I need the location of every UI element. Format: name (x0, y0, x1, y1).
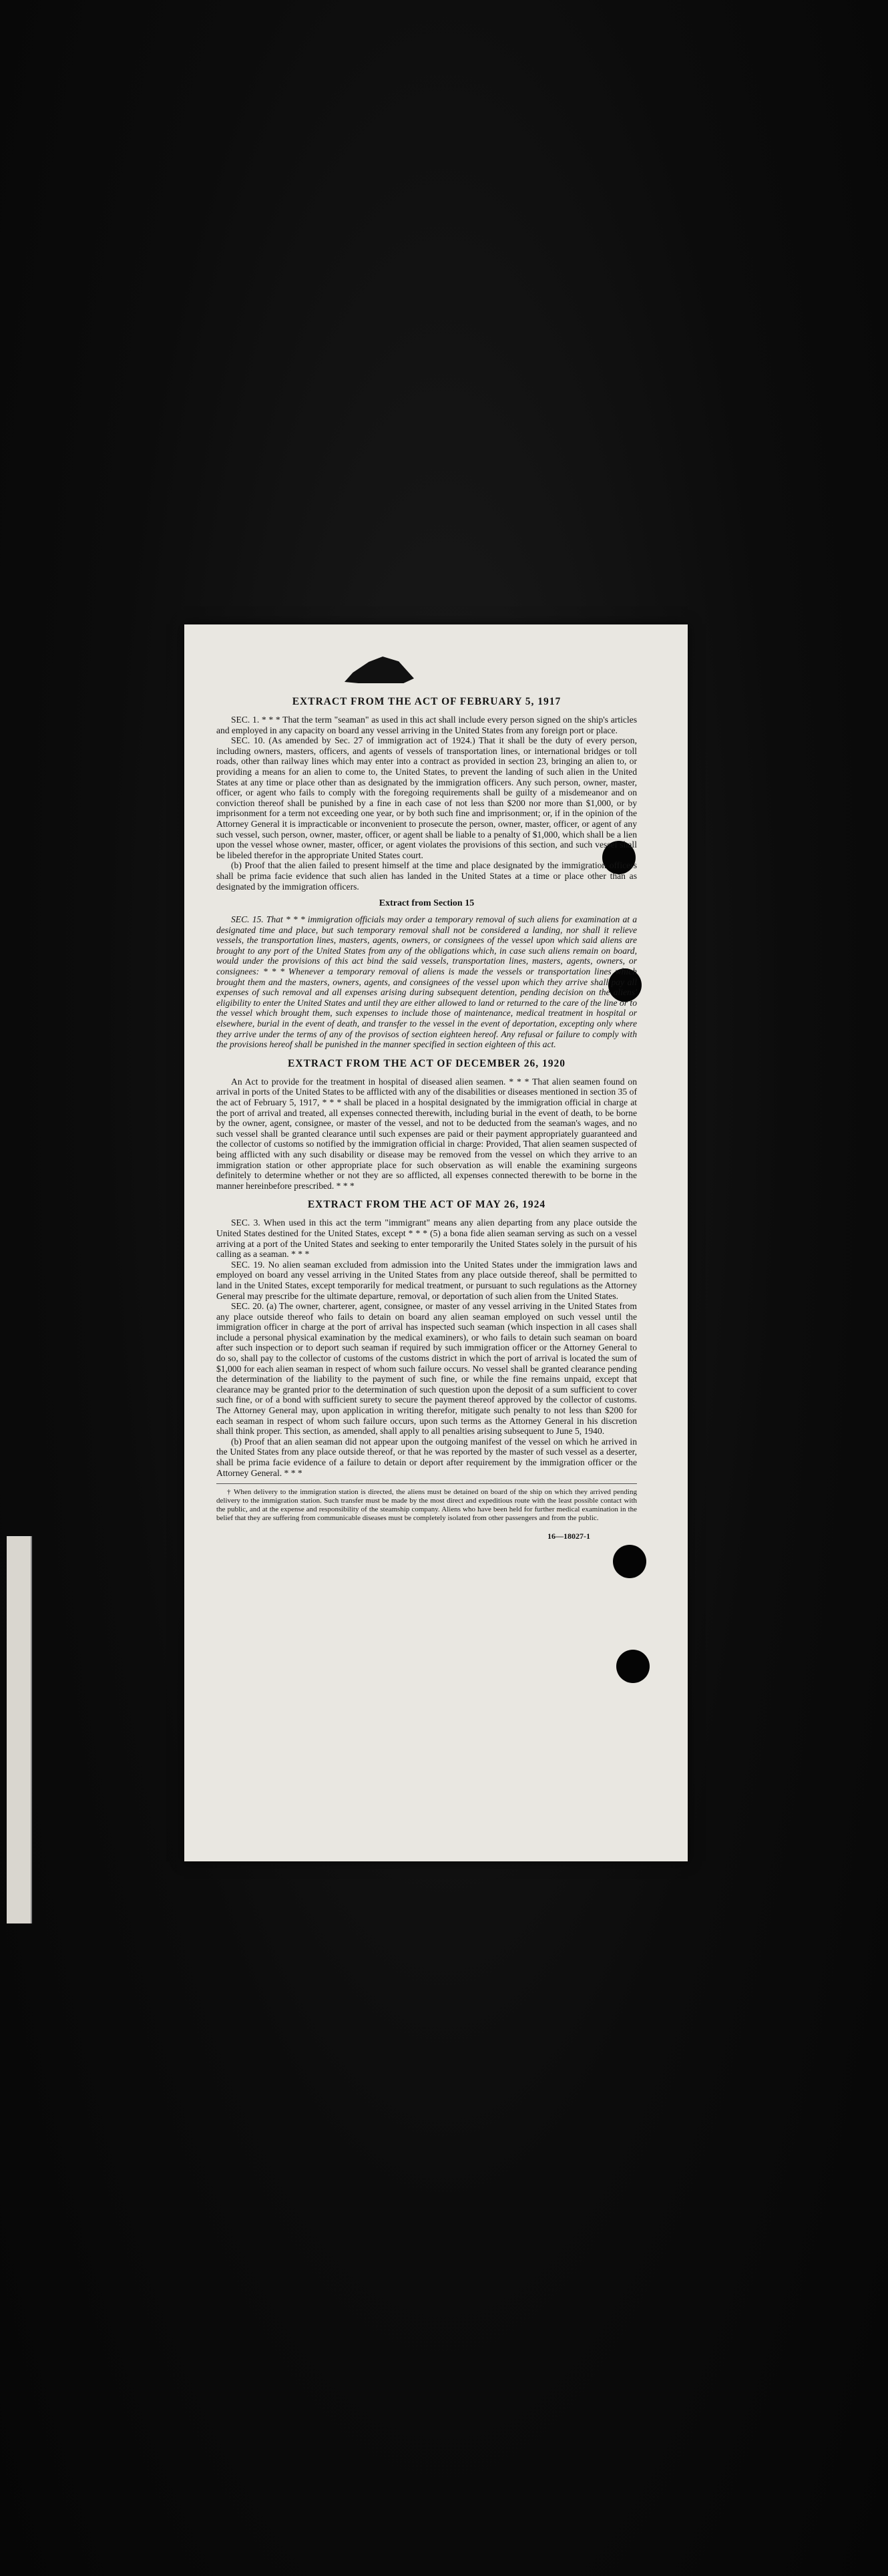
footnote: † When delivery to the immigration station is directed, the aliens must be detained on board of the ship on which they arrived pending delivery to the immigration station. Such transfer must be made by the most direct and expeditious route with the least possible contact with the public, and at the expense and responsibility of the steamship company. Aliens who have been held for further medical examination in the belief that they are suffering from communicable diseases must be completely isolated from other passengers and from the public. (216, 1483, 637, 1522)
heading-section-15: Extract from Section 15 (379, 898, 475, 909)
adjacent-page-edge (7, 1536, 32, 1923)
punch-hole-4 (616, 1650, 650, 1683)
para-1924-sec19: SEC. 19. No alien seaman excluded from admission into the United States under the immigration laws and employed on board any vessel arriving in the United States from any place outside thereof, shall be permitted to land in the United States, except temporarily for medical treatment, or pursuant to such regulations as the Attorney General may prescribe for the ultimate departure, removal, or deportation of such alien from the United States. (216, 1259, 637, 1301)
heading-act-1917: EXTRACT FROM THE ACT OF FEBRUARY 5, 1917 (292, 696, 562, 707)
para-1924-sec20: SEC. 20. (a) The owner, charterer, agent, consignee, or master of any vessel arriving in the United States from any place outside thereof who fails to detain on board any alien seaman employed on such vessel until the immigration officer in charge at the port of arrival has inspected such seaman (which inspection in all cases shall include a personal physical examination by the medical examiners), or who fails to detain such seaman on board after such inspection or to deport such seaman if required by such immigration officer or the Attorney General to do so, shall pay to the collector of customs of the customs district in which the port of arrival is located the sum of $1,000 for each alien seaman in respect of whom such failure occurs. No vessel shall be granted clearance pending the determination of the liability to the payment of such fine, or while the fine remains unpaid, except that clearance may be granted prior to the determination of such question upon the deposit of a sum sufficient to cover such fine, or of a bond with sufficient surety to secure the payment thereof approved by the collector of customs. The Attorney General may, upon application in writing therefor, mitigate such penalty to not less than $200 for each seaman in respect of whom such failure occurs, upon such terms as the Attorney General in his discretion shall think proper. This section, as amended, shall apply to all penalties arising subsequent to June 5, 1940. (216, 1301, 637, 1437)
para-1920: An Act to provide for the treatment in hospital of diseased alien seamen. * * * That alien seamen found on arrival in ports of the United States to be afflicted with any of the disabilities or diseases mentioned in section 35 of the act of February 5, 1917, * * * shall be placed in a hospital designated by the immigration official in charge at the port of arrival and treated, all expenses connected therewith, including burial in the event of death, to be borne by the owner, agent, consignee, or master of the vessel, and not to be deducted from the seaman's wages, and no such vessel shall be granted clearance until such expenses are paid or their payment appropriately guaranteed and the collector of customs so notified by the immigration official in charge: Provided, That alien seamen suspected of being afflicted with any such disability or disease may be removed from the vessel on which they arrive to an immigration station or other appropriate place for such observation as will enable the examining surgeons definitely to determine whether or not they are so afflicted, all expenses connected therewith to be borne in the manner hereinbefore prescribed. * * * (216, 1076, 637, 1191)
heading-act-1920: EXTRACT FROM THE ACT OF DECEMBER 26, 1920 (288, 1057, 566, 1069)
document-body (216, 688, 637, 1541)
document-page (184, 624, 688, 1861)
form-number: 16—18027-1 (547, 1531, 590, 1541)
para-sec15: SEC. 15. That * * * immigration officials may order a temporary removal of such aliens for examination at a designated time and place, but such temporary removal shall not be considered a landing, nor shall it relieve vessels, the transportation lines, masters, agents, owners, or consignees of the vessel upon which said aliens are brought to any port of the United States from any of the obligations which, in case such aliens remain on board, would under the provisions of this act bind the said vessels, transportation lines, masters, agents, owners, or consignees: * * * Whenever a temporary removal of aliens is made the vessels or transportation lines which brought them and the masters, owners, agents, and consignees of the vessel upon which they arrive shall pay all expenses of such removal and all expenses arising during subsequent detention, pending decision on the aliens' eligibility to enter the United States and until they are either allowed to land or returned to the care of the line or to the vessel which brought them, such expenses to include those of maintenance, medical treatment in hospital or elsewhere, burial in the event of death, and transfer to the vessel in the event of deportation, excepting only where they arrive under the terms of any of the provisos of section eighteen hereof. Any refusal or failure to comply with the provisions hereof shall be punished in the manner specified in section eighteen of this act. (216, 914, 637, 1050)
para-1917-sec1: SEC. 1. * * * That the term "seaman" as used in this act shall include every person signed on the ship's articles and employed in any capacity on board any vessel arriving in the United States from any foreign port or place. (216, 715, 637, 735)
heading-act-1924: EXTRACT FROM THE ACT OF MAY 26, 1924 (307, 1199, 546, 1211)
para-1917-sec10: SEC. 10. (As amended by Sec. 27 of immigration act of 1924.) That it shall be the duty of every person, including owners, masters, officers, and agents of vessels of transportation lines, or international bridges or toll roads, other than railway lines which may enter into a contract as provided in section 23, bringing an alien to, or providing a means for an alien to come to, the United States, to prevent the landing of such alien in the United States at any time or place other than as designated by the immigration officers. Any such person, owner, master, officer, or agent who fails to comply with the foregoing requirements shall be guilty of a misdemeanor and on conviction thereof shall be punished by a fine in each case of not less than $200 nor more than $1,000, or by imprisonment for a term not exceeding one year, or by both such fine and imprisonment; or, if in the opinion of the Attorney General it is impracticable or inconvenient to prosecute the person, owner, master, officer, or agent of any such vessel, such person, owner, master, officer, or agent shall be liable to a penalty of $1,000, which shall be a lien upon the vessel whose owner, master, officer, or agent violates the provisions of this section, and such vessel shall be libeled therefor in the appropriate United States court. (216, 735, 637, 860)
ink-blot (345, 657, 414, 683)
para-1924-sec20b: (b) Proof that an alien seaman did not appear upon the outgoing manifest of the vessel on which he arrived in the United States from any place outside thereof, or that he was reported by the master of such vessel as a deserter, shall be prima facie evidence of a failure to detain or deport after requirement by the immigration officer or the Attorney General. * * * (216, 1436, 637, 1478)
para-1924-sec3: SEC. 3. When used in this act the term "immigrant" means any alien departing from any place outside the United States destined for the United States, except * * * (5) a bona fide alien seaman serving as such on a vessel arriving at a port of the United States and seeking to enter temporarily the United States solely in the pursuit of his calling as a seaman. * * * (216, 1218, 637, 1260)
para-1917-proof: (b) Proof that the alien failed to present himself at the time and place designated by the immigration officers shall be prima facie evidence that such alien has landed in the United States at a time or place other than as designated by the immigration officers. (216, 860, 637, 892)
punch-hole-3 (613, 1545, 646, 1578)
